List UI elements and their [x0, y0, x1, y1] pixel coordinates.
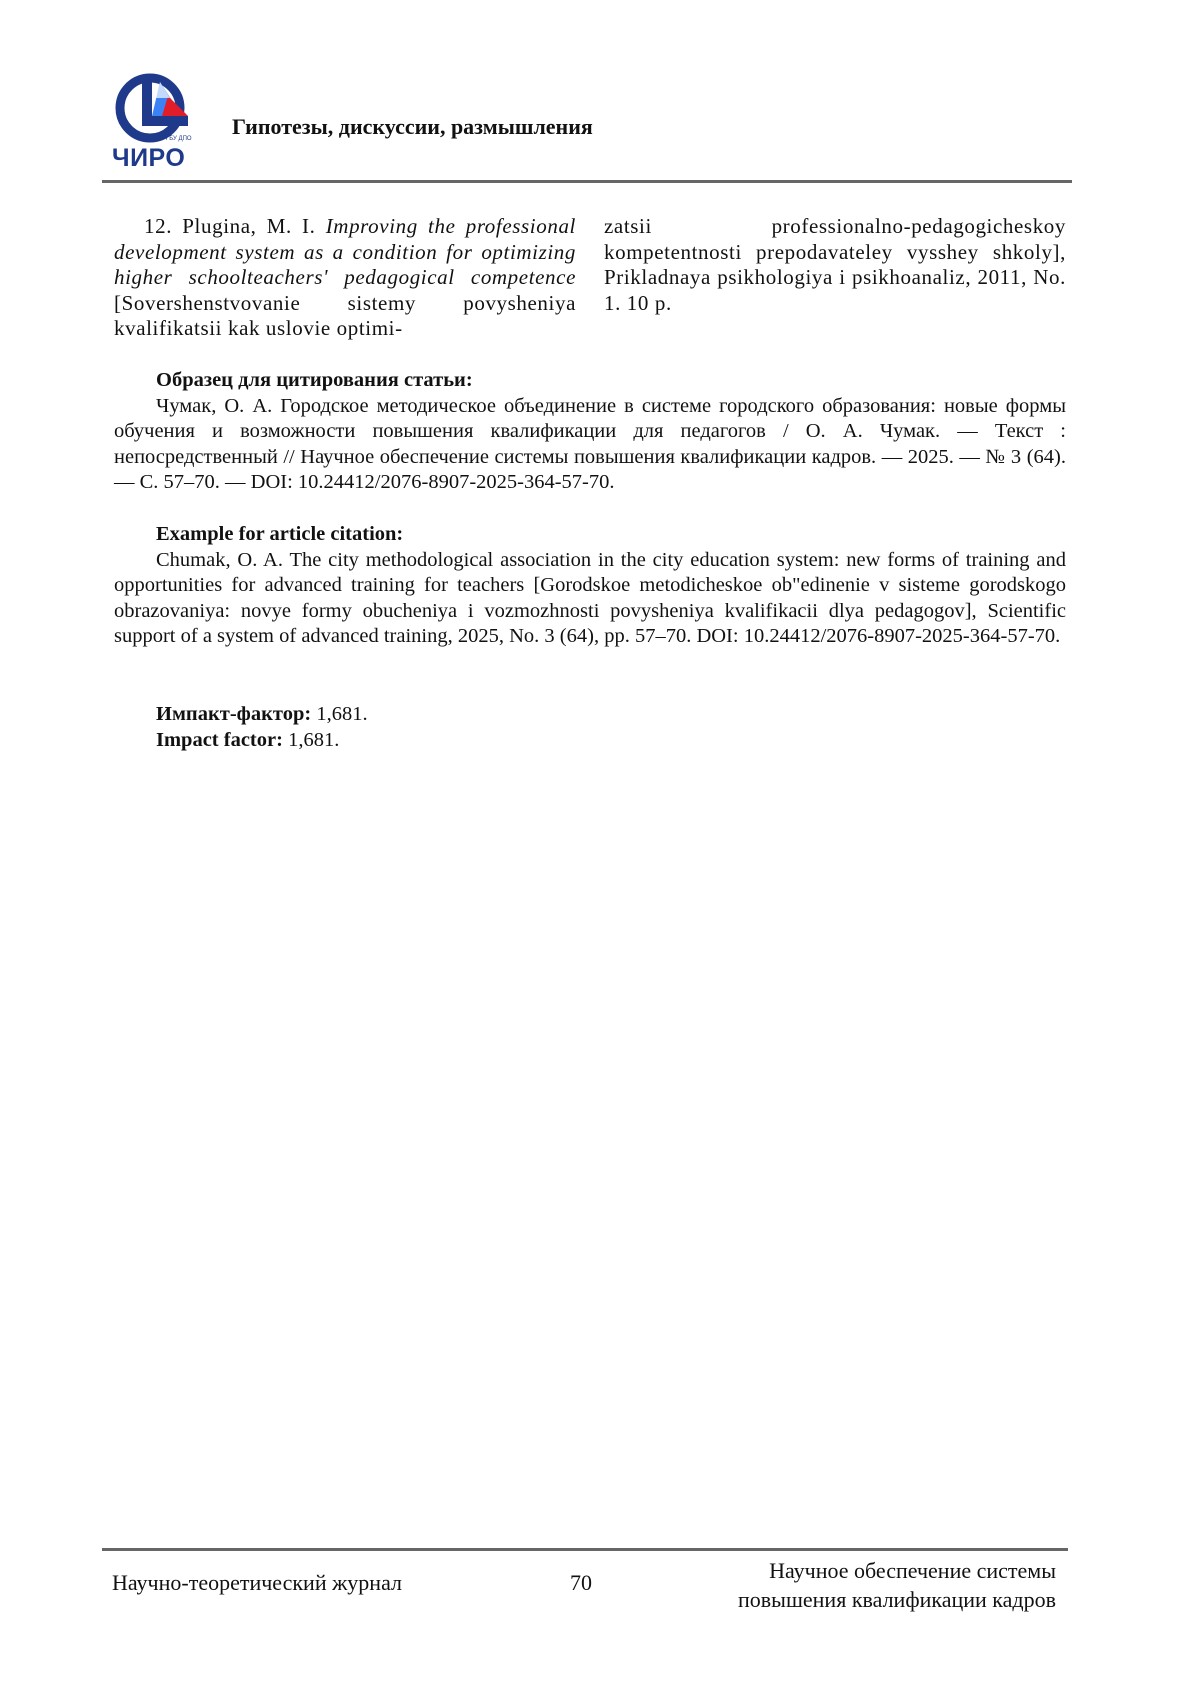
section-title: Гипотезы, дискуссии, размышления — [232, 114, 593, 140]
impact-factor-ru-label: Импакт-фактор: — [156, 703, 311, 725]
chiro-logo — [112, 70, 208, 174]
reference-continuation: zatsii professionalno-pedagogicheskoy kompetentnosti prepodavateley vysshey shkoly], Prikladnaya psikhologiya i psikhoanaliz, 2011, No. 1. 10 p. — [604, 214, 1066, 315]
reference-author: Plugina, M. I. — [182, 214, 315, 238]
reference-translation: [Sovershenstvovanie sistemy povysheniya kvalifikatsii kak uslovie optimi- — [114, 291, 576, 341]
footer-journal-title-line2: повышения квалификации кадров — [640, 1585, 1056, 1614]
logo-tag: ГБУ ДПО — [166, 136, 192, 142]
citation-en-text: Chumak, O. A. The city methodological association in the city education system: new forms of training and opportunities for advanced training for teachers [Gorodskoe metodicheskoe ob"edinenie v sisteme gorodskogo obrazovaniya: novye formy obucheniya i vozmozhnosti povysheniya kvalifikacii dlya pedagogov], Scientific support of a system of advanced training, 2025, No. 3 (64), pp. 57–70. DOI: 10.24412/2076-8907-2025-364-57-70. — [114, 548, 1066, 650]
reference-title: Improving the professional development system as a condition for optimizing higher schoolteachers' pedagogical competence — [114, 214, 576, 289]
chiro-logo-icon — [112, 70, 208, 148]
footer-divider — [102, 1548, 1068, 1551]
citation-ru-text: Чумак, О. А. Городское методическое объединение в системе городского образования: новые формы обучения и возможности повышения квалификации для педагогов / О. А. Чумак. — Текст : непосредственный // Научное обеспечение системы повышения квалификации кадров. — 2025. — № 3 (64). — С. 57–70. — DOI: 10.24412/2076-8907-2025-364-57-70. — [114, 394, 1066, 496]
page-number: 70 — [570, 1570, 592, 1596]
footer-journal-title — [640, 1556, 1056, 1614]
reference-number: 12. — [144, 214, 172, 238]
journal-page — [0, 0, 1200, 1697]
impact-factor-en — [114, 728, 1066, 754]
impact-factor-en-value: 1,681. — [288, 729, 339, 751]
impact-factor-en-label: Impact factor: — [156, 729, 283, 751]
citation-ru-heading: Образец для цитирования статьи: — [114, 368, 1066, 394]
citation-en-block — [114, 522, 1066, 650]
reference-right-column — [604, 214, 1066, 316]
impact-factor-block — [114, 702, 1066, 753]
citation-ru-block — [114, 368, 1066, 496]
impact-factor-ru-value: 1,681. — [316, 703, 367, 725]
impact-factor-ru — [114, 702, 1066, 728]
logo-text: ЧИРО — [112, 144, 208, 173]
citation-en-heading: Example for article citation: — [114, 522, 1066, 548]
footer-journal-title-line1: Научное обеспечение системы — [640, 1556, 1056, 1585]
reference-left-column — [114, 214, 576, 342]
header-divider — [102, 180, 1072, 183]
footer-journal-type: Научно-теоретический журнал — [112, 1570, 402, 1596]
